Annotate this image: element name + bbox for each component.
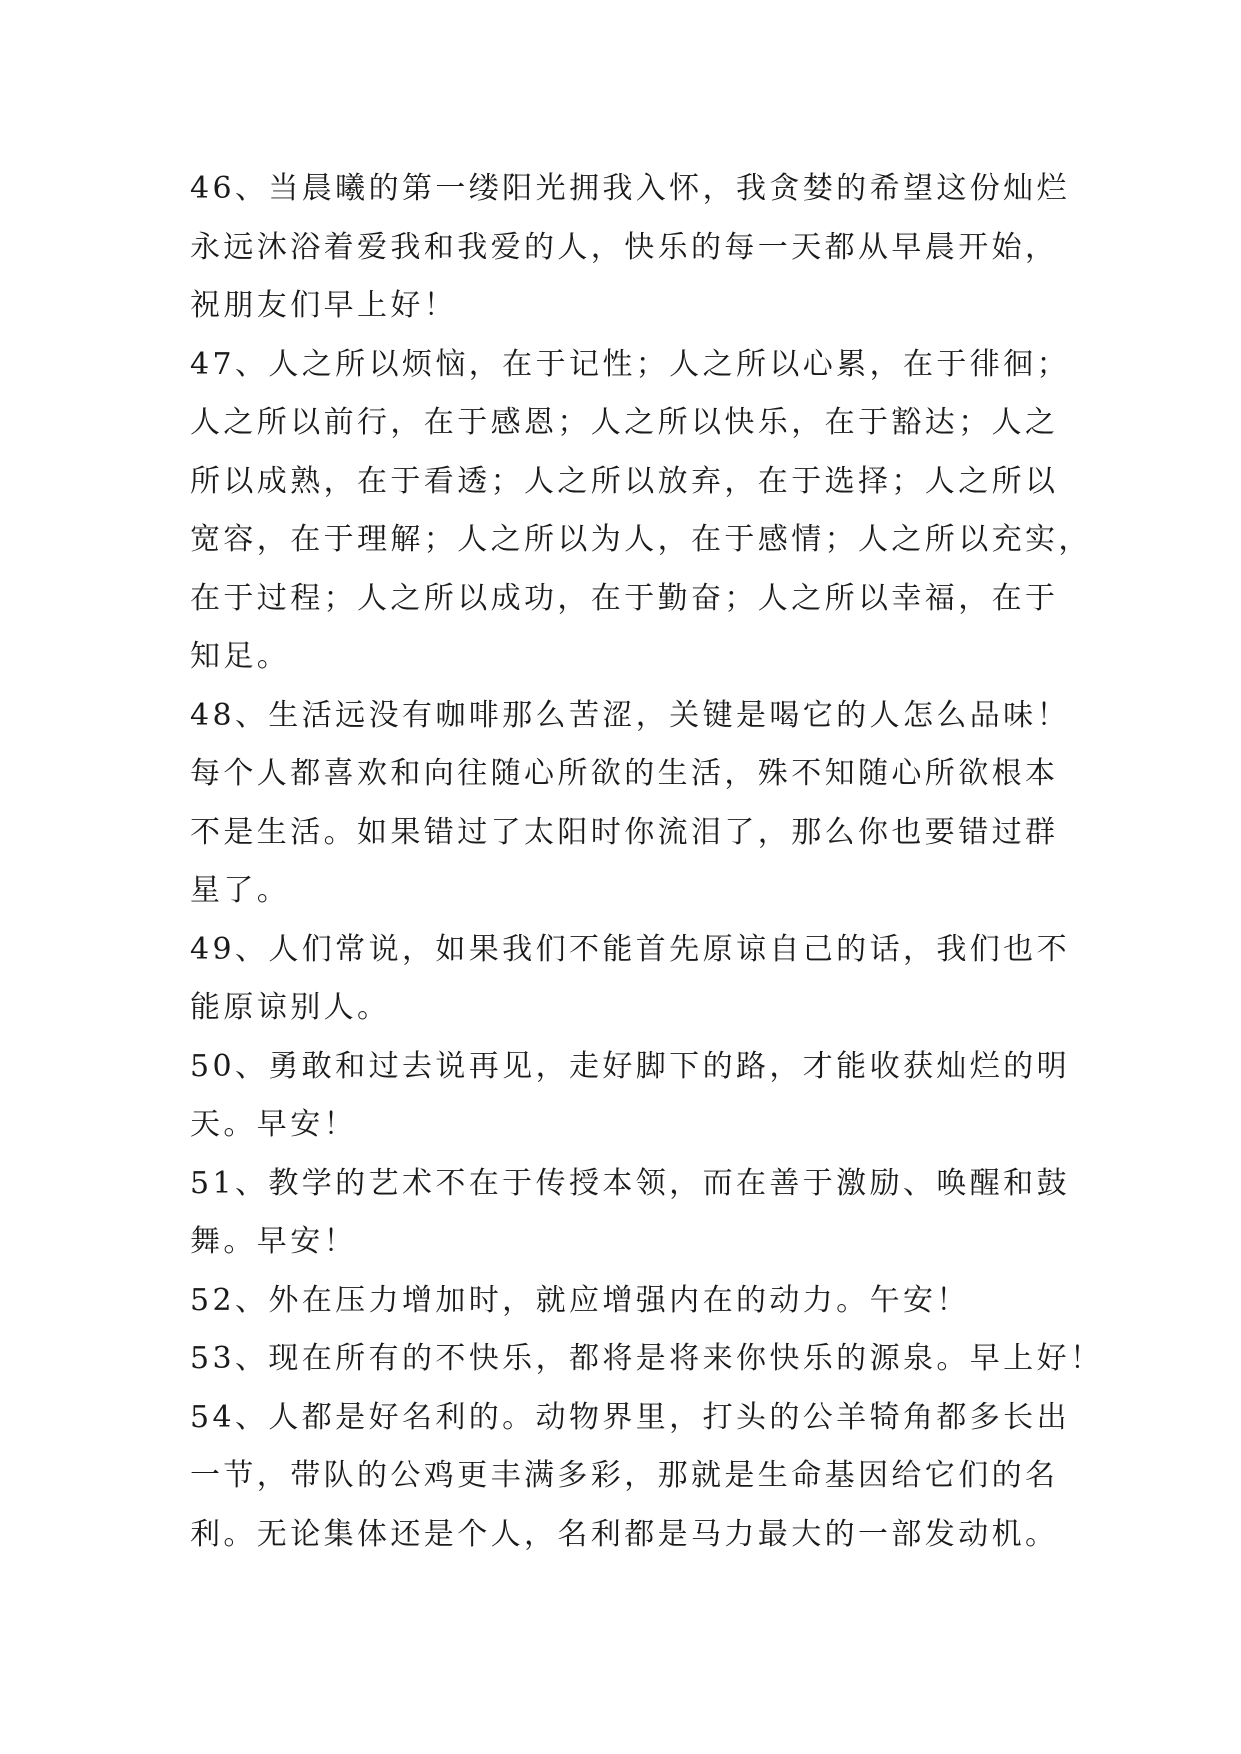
text-line: 天。早安！ xyxy=(190,1107,357,1142)
text-line: 不是生活。如果错过了太阳时你流泪了，那么你也要错过群 xyxy=(190,814,1059,850)
text-line: 51、教学的艺术不在于传授本领，而在善于激励、唤醒和鼓 xyxy=(190,1165,1070,1201)
quote-entry xyxy=(190,687,1095,921)
text-line: 在于过程；人之所以成功，在于勤奋；人之所以幸福，在于 xyxy=(190,580,1059,616)
text-line: 舞。早安！ xyxy=(190,1224,357,1259)
text-line: 一节，带队的公鸡更丰满多彩，那就是生命基因给它们的名 xyxy=(190,1458,1059,1493)
text-line: 54、人都是好名利的。动物界里，打头的公羊犄角都多长出 xyxy=(190,1399,1070,1435)
quote-entry xyxy=(190,1330,1104,1389)
quote-entry xyxy=(190,1155,1095,1272)
text-line: 48、生活远没有咖啡那么苦涩，关键是喝它的人怎么品味！ xyxy=(190,697,1070,733)
text-line: 53、现在所有的不快乐，都将是将来你快乐的源泉。早上好！ xyxy=(190,1341,1104,1376)
text-line: 47、人之所以烦恼，在于记性；人之所以心累，在于徘徊； xyxy=(190,346,1070,382)
text-line: 52、外在压力增加时，就应增强内在的动力。午安！ xyxy=(190,1282,970,1318)
quote-entry xyxy=(190,1038,1095,1155)
text-line: 所以成熟，在于看透；人之所以放弃，在于选择；人之所以 xyxy=(190,463,1059,499)
text-line: 知足。 xyxy=(190,639,291,674)
text-line: 人之所以前行，在于感恩；人之所以快乐，在于豁达；人之 xyxy=(190,405,1059,440)
text-line: 每个人都喜欢和向往随心所欲的生活，殊不知随心所欲根本 xyxy=(190,756,1059,791)
quote-entry xyxy=(190,336,1095,687)
quote-entry xyxy=(190,160,1095,336)
text-line: 永远沐浴着爱我和我爱的人，快乐的每一天都从早晨开始， xyxy=(190,229,1059,265)
quote-entry xyxy=(190,921,1095,1038)
quote-entry xyxy=(190,1272,1095,1331)
document-body xyxy=(190,160,1104,1564)
text-line: 祝朋友们早上好！ xyxy=(190,288,458,323)
text-line: 49、人们常说，如果我们不能首先原谅自己的话，我们也不 xyxy=(190,931,1070,967)
text-line: 星了。 xyxy=(190,873,291,908)
text-line: 46、当晨曦的第一缕阳光拥我入怀，我贪婪的希望这份灿烂 xyxy=(190,171,1070,206)
quote-entry xyxy=(190,1389,1095,1565)
text-line: 50、勇敢和过去说再见，走好脚下的路，才能收获灿烂的明 xyxy=(190,1048,1070,1084)
text-line: 能原谅别人。 xyxy=(190,990,391,1025)
text-line: 利。无论集体还是个人，名利都是马力最大的一部发动机。 xyxy=(190,1516,1059,1552)
text-line: 宽容，在于理解；人之所以为人，在于感情；人之所以充实， xyxy=(190,522,1092,557)
